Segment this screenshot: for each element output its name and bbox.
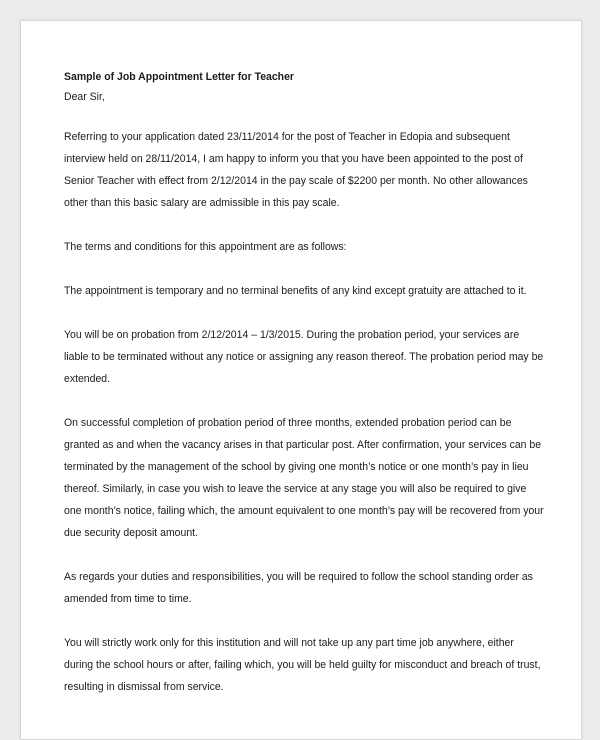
paragraph-terms-intro: The terms and conditions for this appointment are as follows: bbox=[64, 241, 347, 253]
letter-body bbox=[64, 67, 544, 720]
document-page bbox=[20, 20, 582, 740]
letter-title: Sample of Job Appointment Letter for Teacher bbox=[64, 71, 294, 83]
paragraph-application: Referring to your application dated 23/11/2014 for the post of Teacher in Edopia and subsequent interview held on 28/11/2014, I am happy to inform you that you have been appointed to the post of Senior Teacher with effect from 2/12/2014 in the pay scale of $2200 per month. No other allowances other than this basic salary are admissible in this pay scale. bbox=[64, 131, 528, 209]
paragraph-exclusivity: You will strictly work only for this institution and will not take up any part time job anywhere, either during the school hours or after, failing which, you will be held guilty for misconduct and breach of trust, resulting in dismissal from service. bbox=[64, 637, 541, 693]
paragraph-duties: As regards your duties and responsibilities, you will be required to follow the school standing order as amended from time to time. bbox=[64, 571, 533, 605]
paragraph-confirmation: On successful completion of probation period of three months, extended probation period can be granted as and when the vacancy arises in that particular post. After confirmation, your services can be terminated by the management of the school by giving one month’s notice or one month’s pay in lieu thereof. Similarly, in case you wish to leave the service at any stage you will also be required to give one month’s notice, failing which, the amount equivalent to one month’s pay will be recovered from your due security deposit amount. bbox=[64, 417, 544, 539]
paragraph-temporary: The appointment is temporary and no terminal benefits of any kind except gratuity are attached to it. bbox=[64, 285, 527, 297]
salutation: Dear Sir, bbox=[64, 91, 105, 103]
paragraph-probation: You will be on probation from 2/12/2014 – 1/3/2015. During the probation period, your services are liable to be terminated without any notice or assigning any reason thereof. The probation period may be extended. bbox=[64, 329, 544, 385]
